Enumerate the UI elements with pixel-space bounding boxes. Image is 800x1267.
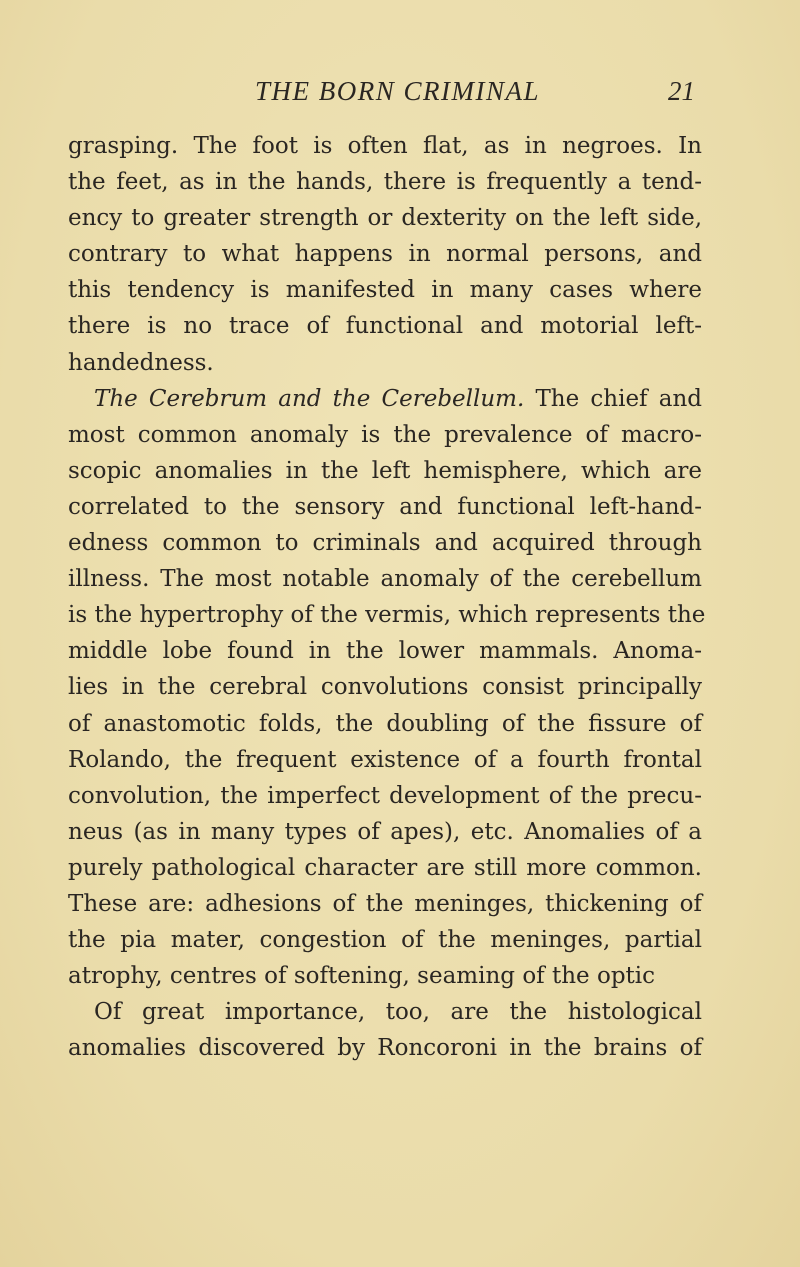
- text-line: scopic anomalies in the left hemisphere, which are: [68, 457, 702, 484]
- text-line: illness. The most notable anomaly of the cerebellum: [68, 566, 702, 593]
- text-line: the feet, as in the hands, there is frequently a tend-: [68, 169, 702, 196]
- section-first-line: [68, 381, 702, 417]
- text-line: These are: adhesions of the meninges, thickening of: [68, 890, 702, 917]
- text-line: atrophy, centres of softening, seaming of the optic: [68, 963, 656, 990]
- text-line: edness common to criminals and acquired through: [68, 530, 702, 557]
- text-line: ency to greater strength or dexterity on the left side,: [68, 205, 702, 232]
- page-number: 21: [668, 76, 695, 106]
- text-line: convolution, the imperfect development of the precu-: [68, 782, 702, 809]
- text-line: middle lobe found in the lower mammals. Anoma-: [68, 638, 702, 665]
- text-line: neus (as in many types of apes), etc. Anomalies of a: [68, 818, 702, 845]
- text-line: there is no trace of functional and motorial left-: [68, 313, 702, 340]
- text-line: Of great importance, too, are the histological: [94, 999, 702, 1026]
- text-line: most common anomaly is the prevalence of macro-: [68, 421, 702, 448]
- text-line: of anastomotic folds, the doubling of the fissure of: [68, 710, 702, 737]
- body-text: [68, 128, 706, 1066]
- text-line: the pia mater, congestion of the meninges, partial: [68, 927, 702, 954]
- text-line: lies in the cerebral convolutions consist principally: [68, 674, 702, 701]
- text-line: purely pathological character are still more common.: [68, 854, 702, 881]
- text-segment: The chief and: [535, 385, 702, 412]
- text-line: handedness.: [68, 349, 214, 376]
- text-line: grasping. The foot is often flat, as in negroes. In: [68, 133, 702, 159]
- text-line: is the hypertrophy of the vermis, which represents the: [68, 602, 706, 629]
- text-line: Rolando, the frequent existence of a fourth frontal: [68, 746, 702, 773]
- text-line: correlated to the sensory and functional left-hand-: [68, 493, 702, 520]
- running-head-title: THE BORN CRIMINAL: [255, 76, 540, 106]
- text-line: contrary to what happens in normal persons, and: [68, 241, 702, 268]
- section-heading: The Cerebrum and the Cerebellum.: [94, 385, 525, 412]
- running-head: [0, 76, 800, 106]
- text-line: anomalies discovered by Roncoroni in the brains of: [68, 1035, 702, 1062]
- text-line: this tendency is manifested in many cases where: [68, 277, 702, 304]
